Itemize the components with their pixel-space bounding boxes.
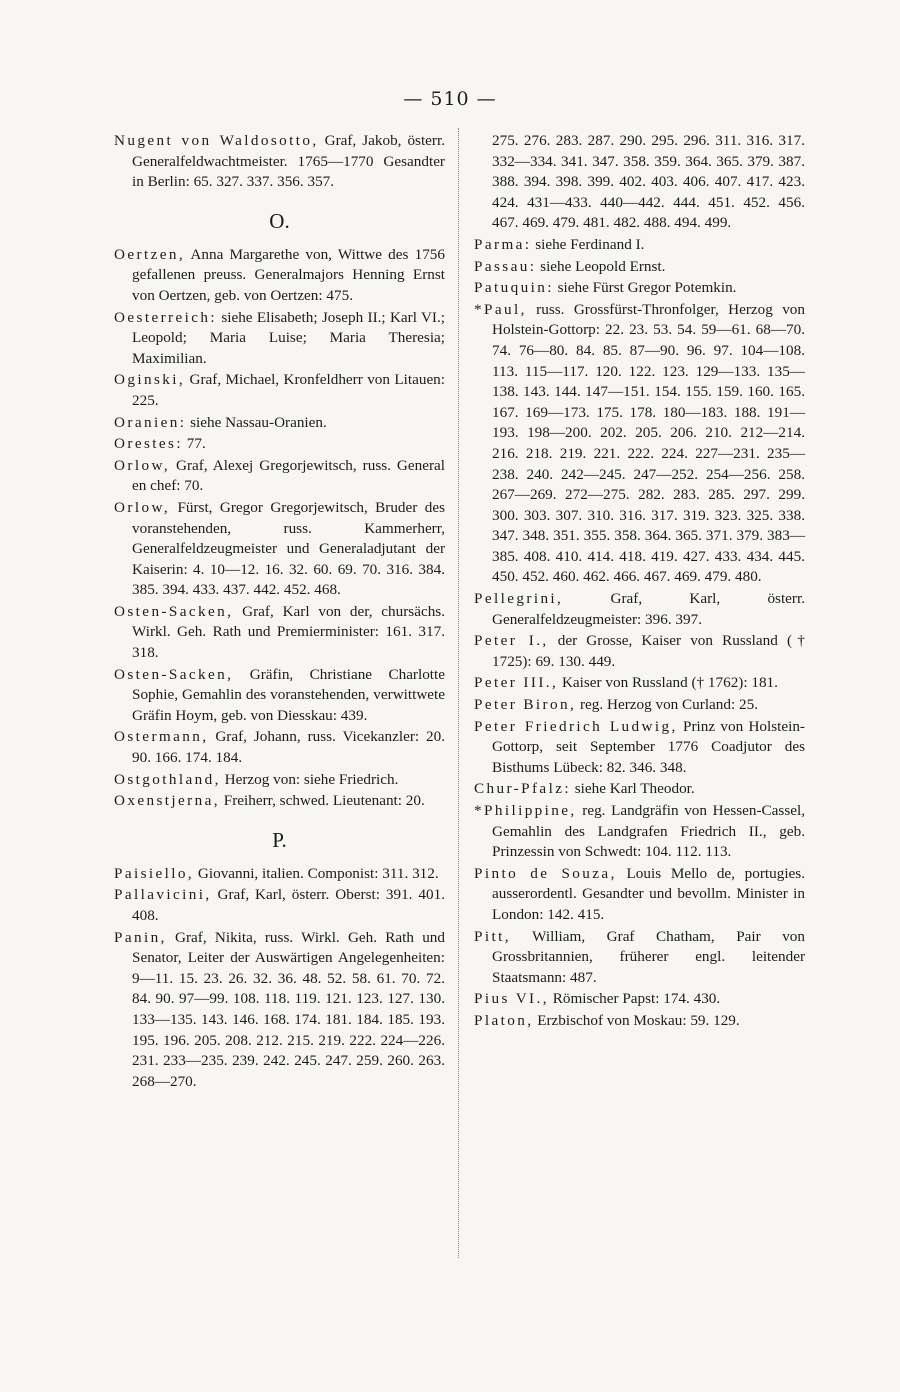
entry-heading: Orestes: [114, 435, 183, 453]
entry-text: der Grosse, Kaiser von Russland († 1725): 69. 130. 449. [492, 632, 805, 670]
entry-heading: Panin, [114, 928, 167, 946]
index-entry [114, 885, 445, 926]
index-entry [114, 434, 445, 455]
entry-heading: Pinto de Souza, [474, 864, 617, 882]
index-entry [474, 927, 805, 989]
index-entry [474, 1011, 805, 1032]
index-entry [474, 864, 805, 926]
entry-text: siehe Nassau-Oranien. [186, 413, 327, 431]
entry-heading: Ostgothland, [114, 770, 221, 788]
entry-heading: Peter I., [474, 632, 549, 650]
entry-text: 77. [182, 435, 206, 453]
entry-text: Kaiser von Russland († 1762): 181. [558, 674, 778, 692]
entry-text: siehe Fürst Gregor Potemkin. [553, 279, 737, 297]
entry-heading: Pellegrini, [474, 590, 564, 608]
entry-heading: Pallavicini, [114, 886, 212, 904]
section-letter: P. [272, 827, 287, 852]
entry-text: Fürst, Gregor Gregorjewitsch, Bruder des voranstehenden, russ. Kammerherr, Generalfeldzeugmeister und Generaladjutant der Kaiserin: 4. 10—12. 16. 32. 60. 69. 70. 316. 384. 385. 394. 433. 437. 442. 452. 468. [132, 498, 445, 599]
entry-text: Graf, Michael, Kronfeldherr von Litauen: 225. [132, 371, 445, 409]
entry-heading: Oesterreich: [114, 308, 218, 326]
entry-text: Graf, Karl, österr. Oberst: 391. 401. 408. [132, 886, 445, 924]
entry-text: siehe Elisabeth; Joseph II.; Karl VI.; Leopold; Maria Luise; Maria Theresia; Maximilian. [132, 308, 445, 367]
entry-text: Graf, Alexej Gregorjewitsch, russ. General en chef: 70. [132, 456, 445, 495]
entry-heading: Pius VI., [474, 990, 549, 1008]
index-entry [114, 602, 445, 664]
index-entry [114, 665, 445, 727]
column-divider [458, 128, 459, 1258]
index-entry [474, 631, 805, 672]
entry-text: reg. Landgräfin von Hessen-Cassel, Gemahlin des Landgrafen Friedrich II., geb. Prinzessin von Schwedt: 104. 112. 113. [492, 802, 805, 861]
entry-text: Louis Mello de, portugies. ausserordentl. Gesandter und bevollm. Minister in London: 142. 415. [492, 864, 806, 923]
entry-text: reg. Herzog von Curland: 25. [576, 696, 758, 714]
entry-text: Graf, Karl von der, chursächs. Wirkl. Geh. Rath und Premierminister: 161. 317. 318. [132, 602, 445, 662]
entry-text: Gräfin, Christiane Charlotte Sophie, Gemahlin des voranstehenden, verwittwete Gräfin Hoym, geb. von Diesskau: 439. [132, 665, 445, 724]
index-entry [114, 791, 445, 812]
index-entry [114, 456, 445, 497]
entry-heading: Peter III., [474, 674, 559, 692]
entry-heading: *Philippine, [474, 802, 577, 819]
index-entry [474, 801, 805, 863]
index-entry-continuation: 275. 276. 283. 287. 290. 295. 296. 311. 316. 317. 332—334. 341. 347. 358. 359. 364. 365. 379. 387. 388. 394. 398. 399. 402. 403. 406. 407. 417. 423. 424. 431—433. 440—442. 444. 451. 452. 456. 467. 469. 479. 481. 482. 488. 494. 499. [492, 132, 805, 232]
index-entry [114, 498, 445, 601]
entry-text: Römischer Papst: 174. 430. [548, 990, 721, 1008]
entry-heading: Pitt, [474, 927, 511, 945]
index-entry [474, 695, 805, 716]
entry-text: Graf, Nikita, russ. Wirkl. Geh. Rath und Senator, Leiter der Auswärtigen Angelegenheiten: 9—11. 15. 23. 26. 32. 36. 48. 52. 58. 61. 70. 72. 84. 90. 97—99. 108. 118. 119. 121. 123. 127. 130. 133—135. 143. 146. 168. 174. 181. 184. 185. 193. 195. 196. 205. 208. 212. 215. 219. 222. 224—226. 231. 233—235. 239. 242. 245. 247. 259. 260. 263. 268—270. [132, 928, 445, 1090]
left-column [114, 131, 445, 1093]
entry-heading: Peter Friedrich Ludwig, [474, 717, 678, 735]
entry-heading: Paisiello, [114, 864, 195, 882]
entry-heading: Orlow, [114, 456, 171, 474]
index-entry [474, 779, 805, 800]
entry-heading: Peter Biron, [474, 696, 577, 714]
entry-heading: Osten-Sacken, [114, 665, 234, 683]
entry-heading: Oranien: [114, 413, 187, 431]
index-entry [114, 770, 445, 791]
entry-heading: Ostermann, [114, 728, 209, 746]
entry-heading: Oginski, [114, 371, 186, 389]
index-entry [474, 673, 805, 694]
index-entry [114, 308, 445, 370]
entry-text: Giovanni, italien. Componist: 311. 312. [194, 864, 439, 882]
entry-heading: Nugent von Waldosotto, [114, 132, 319, 149]
index-entry [114, 245, 445, 307]
entry-heading: Orlow, [114, 498, 171, 516]
index-entry [114, 370, 445, 411]
entry-heading: Patuquin: [474, 279, 554, 297]
entry-text: Prinz von Holstein-Gottorp, seit September 1776 Coadjutor des Bisthums Lübeck: 82. 346. 348. [492, 717, 805, 776]
entry-heading: Passau: [474, 257, 537, 275]
entry-text: Erzbischof von Moskau: 59. 129. [533, 1011, 740, 1029]
index-entry [114, 727, 445, 768]
entry-heading: Oxenstjerna, [114, 792, 220, 810]
index-entry [114, 413, 445, 434]
page-number: — 510 — [403, 88, 497, 110]
entry-text: William, Graf Chatham, Pair von Grossbritannien, früherer engl. leitender Staatsmann: 487. [492, 927, 805, 986]
index-entry [474, 589, 805, 630]
entry-heading: Parma: [474, 235, 532, 253]
index-entry [474, 278, 805, 299]
entry-heading: Oertzen, [114, 245, 186, 263]
entry-text: siehe Ferdinand I. [531, 235, 645, 253]
right-column [474, 131, 805, 1033]
index-entry [474, 717, 805, 779]
entry-heading: Platon, [474, 1011, 534, 1029]
entry-text: Graf, Jakob, österr. Generalfeldwachtmeister. 1765—1770 Gesandter in Berlin: 65. 327. 337. 356. 357. [132, 132, 445, 191]
entry-heading: *Paul, [474, 300, 527, 318]
entry-text: Anna Margarethe von, Wittwe des 1756 gefallenen preuss. Generalmajors Henning Ernst von Oertzen, geb. von Oertzen: 475. [132, 245, 445, 304]
entry-heading: Osten-Sacken, [114, 602, 234, 620]
entry-text: Freiherr, schwed. Lieutenant: 20. [219, 792, 425, 810]
entry-text: siehe Karl Theodor. [570, 780, 695, 798]
index-entry [114, 131, 445, 193]
index-entry [114, 928, 445, 1093]
index-entry [474, 300, 805, 588]
entry-text: siehe Leopold Ernst. [536, 257, 666, 275]
index-entry [474, 257, 805, 278]
entry-heading: Chur-Pfalz: [474, 780, 571, 798]
index-entry [474, 235, 805, 256]
section-letter: O. [269, 208, 290, 233]
entry-text: russ. Grossfürst-Thronfolger, Herzog von Holstein-Gottorp: 22. 23. 53. 54. 59—61. 68—70. 74. 76—80. 84. 85. 87—90. 96. 97. 104—108. 113. 115—117. 120. 122. 123. 129—133. 135—138. 143. 144. 147—151. 154. 155. 159. 160. 165. 167. 169—173. 175. 178. 180—183. 188. 191—193. 198—200. 202. 205. 206. 210. 212—214. 216. 218. 219. 221. 222. 224. 227—231. 235—238. 240. 242—245. 247—252. 254—256. 258. 267—269. 272—275. 282. 283. 285. 297. 299. 300. 303. 307. 310. 316. 317. 319. 323. 325. 338. 347. 348. 351. 355. 358. 364. 365. 371. 379. 383—385. 408. 410. 414. 418. 419. 427. 433. 434. 445. 450. 452. 460. 462. 466. 467. 469. 479. 480. [492, 300, 805, 586]
entry-text: Graf, Karl, österr. Generalfeldzeugmeister: 396. 397. [492, 590, 805, 628]
entry-text: Herzog von: siehe Friedrich. [220, 770, 399, 788]
index-entry [114, 864, 445, 885]
entry-text: Graf, Johann, russ. Vicekanzler: 20. 90. 166. 174. 184. [132, 728, 445, 767]
index-entry [474, 989, 805, 1010]
